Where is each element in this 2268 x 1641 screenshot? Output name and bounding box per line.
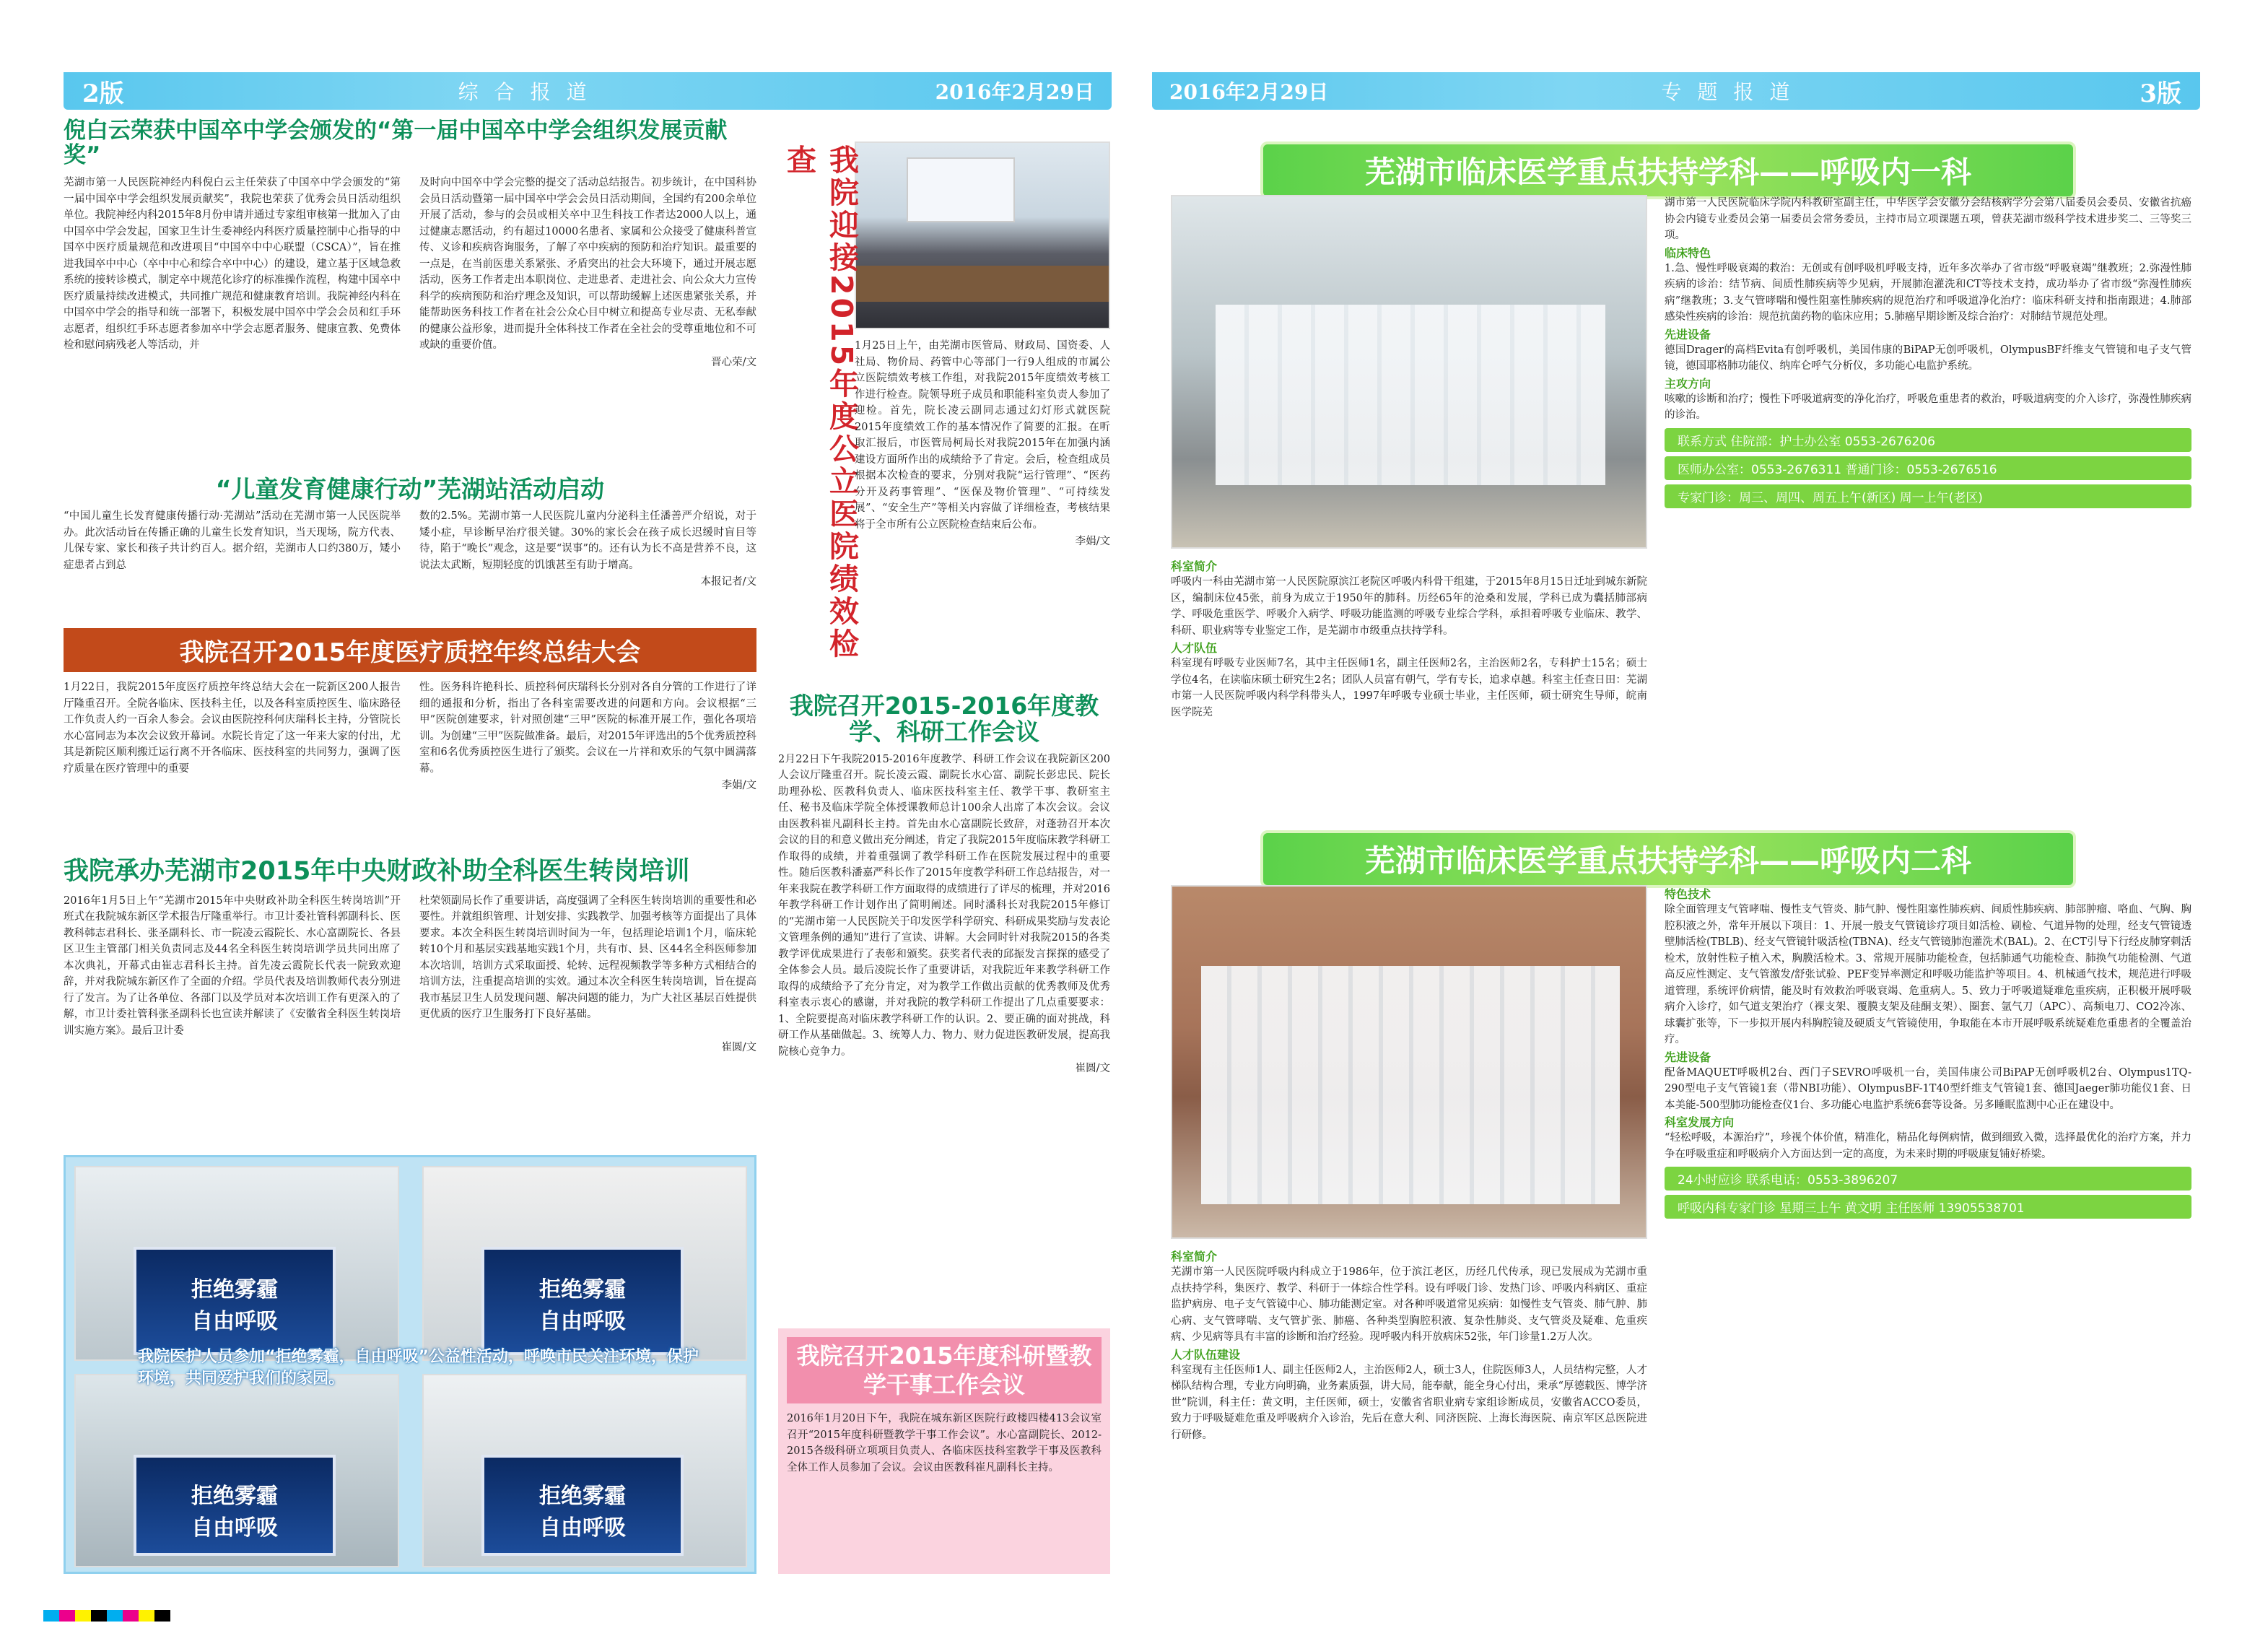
contact-bar: 医师办公室：0553-2676311 普通门诊：0553-2676516 (1665, 456, 2191, 480)
intro-heading: 科室简介 (1171, 1250, 1218, 1263)
article-title: 倪白云荣获中国卒中学会颁发的“第一届中国卒中学会组织发展贡献奖” (64, 118, 728, 169)
contact-bar: 呼吸内科专家门诊 星期三上午 黄文明 主任医师 13905538701 (1665, 1195, 2191, 1219)
direction-heading: 主攻方向 (1665, 376, 1711, 391)
feature-title: 芜湖市临床医学重点扶持学科——呼吸内二科 (1260, 830, 2076, 888)
photo-collage (64, 1155, 756, 1574)
article-inspection (855, 338, 1110, 548)
meeting-table (856, 266, 1109, 302)
protest-sign: 拒绝雾霾 自由呼吸 (481, 1247, 684, 1355)
features-heading: 临床特色 (1665, 245, 1711, 260)
team-photo-1 (1171, 195, 1647, 549)
projector-screen (907, 157, 1015, 222)
contact-bar: 24小时应诊 联系电话：0553-3896207 (1665, 1167, 2191, 1191)
team-photo-2 (1171, 885, 1647, 1239)
contact-bar: 专家门诊：周三、周四、周五上午(新区) 周一上午(老区) (1665, 484, 2191, 508)
team-heading: 人才队伍建设 (1171, 1347, 1241, 1362)
protest-sign: 拒绝雾霾 自由呼吸 (134, 1455, 336, 1556)
protest-sign: 拒绝雾霾 自由呼吸 (134, 1247, 336, 1355)
article-title: 我院承办芜湖市2015年中央财政补助全科医生转岗培训 (64, 857, 690, 886)
equip-heading: 先进设备 (1665, 1050, 1711, 1064)
staff-group (1216, 305, 1605, 485)
page-number: 2版 (82, 79, 124, 108)
feature-title: 芜湖市临床医学重点扶持学科——呼吸内一科 (1260, 142, 2076, 199)
intro-text: 芜湖市第一人民医院呼吸内科成立于1986年，位于滨江老区，历经几代传承，现已发展成为芜湖市重点扶持学科，集医疗、教学、科研于一体综合性学科。设有呼吸门诊、发热门诊、呼吸内科病区、重症监护病房、电子支气管镜中心、肺功能测定室。对各种呼吸道常见疾病：如慢性支气管炎、肺气肿、肺心病、支气管哮喘、支气管扩张、肺癌、各种类型胸腔积液、复杂性肺炎、支气管炎及疑难、危重疾病、少见病等具有丰富的诊断和治疗经验。现呼吸内科开放病床52张，年门诊量1.2万人次。 (1171, 1266, 1647, 1343)
intro-body: 呼吸内一科由芜湖市第一人民医院原滨江老院区呼吸内科骨干组建，于2015年8月15日迁址到城东新院区，编制床位45张，前身为成立于1950年的肺科。历经65年的沧桑和发展，学科已成为囊括肺部病学、呼吸危重医学、呼吸介入病学、呼吸功能监测的呼吸专业综合学科，承担着呼吸专业临床、教学、科研、职业病等专业鉴定工作，是芜湖市市级重点扶持学科。 (1171, 576, 1647, 637)
article-children (64, 476, 756, 588)
intro-text: 湖市第一人民医院临床学院内科教研室副主任，中华医学会安徽分会结核病学分会第八届委员会委员、安徽省抗癌协会内镜专业委员会第一届委员会常务委员，主持市局立项课题五项，曾获芜湖市级科学技术进步奖二、三等奖三项。 (1665, 197, 2191, 241)
article-body: 1月25日上午，由芜湖市医管局、财政局、国资委、人社局、物价局、药管中心等部门一行9人组成的市属公立医院绩效考核工作组，对我院2015年度绩效考核工作进行检查。院领导班子成员和职能科室负责人参加了迎检。首先，院长凌云副同志通过幻灯形式就医院2015年度绩效工作的基本情况作了简要的汇报。在听取汇报后，市医管局柯局长对我院2015年在加强内涵建设方面所作出的成绩给予了肯定。会后，检查组成员根据本次检查的要求，分别对我院“运行管理”、“医药分开及药事管理”、“医保及物价管理”、“可持续发展”、“安全生产”等相关内容做了详细检查，考核结果将于全市所有公立医院检查结束后公布。 (855, 340, 1110, 531)
section-title: 专题报道 (1661, 80, 1806, 104)
vertical-headline: 我院迎接2015年度公立医院绩效检查 (782, 144, 859, 661)
equip-heading: 先进设备 (1665, 327, 1711, 341)
direction-text: 咳嗽的诊断和治疗；慢性下呼吸道病变的净化治疗，呼吸危重患者的救治，呼吸道病变的介入诊疗，弥漫性肺疾病的诊治。 (1665, 393, 2191, 421)
feature1-right-col (1665, 195, 2191, 508)
article-col: 1月22日，我院2015年度医疗质控年终总结大会在一院新区200人报告厅隆重召开。全院各临床、医技科主任，以及各科室质控医生、临床路径工作负责人约一百余人参会。会议由医院控科何庆瑞科长主持，分管院长水心富同志为本次会议致开幕词。水院长肯定了这一年来大家的付出，尤其是新院区顺利搬迁运行离不开各临床、医技科室的共同努力，强调了医疗质量在医疗管理中的重要 (64, 682, 401, 775)
feature2-right-col (1665, 885, 2191, 1219)
photo-doctor-mask (422, 1166, 747, 1361)
feature1-left-col (1171, 557, 1647, 721)
tech-text: 除全面管理支气管哮喘、慢性支气管炎、肺气肿、慢性阻塞性肺疾病、间质性肺疾病、肺部肿瘤、咯血、气胸、胸腔积液之外，常年开展以下项目：1、开展一般支气管镜诊疗项目如活检、刷检、气道异物的处理，经支气管镜透壁肺活检(TBLB)、经支气管镜针吸活检(TBNA)、经支气管镜肺泡灌洗术(BAL)。2、在CT引导下行经皮肺穿刺活检术，放射性粒子植入术，胸膜活检术。3、常规开展肺功能检查，包括肺通气功能检查、肺换气功能检测、气道高反应性测定、支气管激发/舒张试验、PEF变异率测定和呼吸功能监护等项目。4、机械通气技术，规范进行呼吸道管理，系统评价病情，能及时有效救治呼吸衰竭、危重病人。5、致力于呼吸道疑难危重疾病，正积极开展呼吸病介入诊疗，如气道支架治疗（裸支架、覆膜支架及硅酮支架）、圈套、氩气刀（APC）、高频电刀、CO2冷冻、球囊扩张等，下一步拟开展内科胸腔镜及硬质支气管镜使用，争取能在本市开展呼吸系统疑难危重患者的全覆盖治疗。 (1665, 904, 2191, 1045)
color-registration-bar (43, 1610, 170, 1624)
equip-text: 德国Drager的高档Evita有创呼吸机，美国伟康的BiPAP无创呼吸机，OlympusBF纤维支气管镜和电子支气管镜，德国耶格肺功能仪、纳库仑呼气分析仪，多功能心电监护系统。 (1665, 344, 2191, 372)
team-text: 科室现有呼吸专业医师7名，其中主任医师1名，副主任医师2名，主治医师2名，专科护士15名；硕士学位4名，在读临床硕士研究生2名；团队人员富有朝气，学有专长，追求卓越。科室主任查日田：芜湖市第一人民医院呼吸内科学科带头人，1997年呼吸专业硕士毕业，主任医师，硕士研究生导师，皖南医学院芜 (1171, 658, 1647, 718)
feature2-left-col (1171, 1248, 1647, 1443)
page-header (64, 72, 1112, 110)
page-header (1152, 72, 2200, 110)
byline: 崔圆/文 (1075, 1063, 1110, 1075)
article-award (64, 118, 756, 369)
article-teaching (778, 693, 1110, 1075)
page-number: 3版 (2140, 79, 2181, 108)
photo-nurse-2 (74, 1374, 399, 1567)
article-title: “儿童发育健康行动”芜湖站活动启动 (215, 475, 605, 503)
article-col: 2016年1月5日上午“芜湖市2015年中央财政补助全科医生转岗培训”开班式在我院城东新区学术报告厅隆重举行。市卫计委社管科郭副科长、医教科韩志君科长、张圣副科长、市一院凌云霞院长、水心富副院长、各县区卫生主管部门相关负责同志及44名全科医生转岗培训学员共同出席了本次典礼，开幕式由崔志君科长主持。首先凌云霞院长代表一院致欢迎辞，并对我院城东新区作了全面的介绍。学员代表及培训教师代表分别进行了发言。为了让各单位、各部门以及学员对本次培训工作有更深入的了解，市卫计委社管科张圣副科长也宣读并解读了《安徽省全科医生转岗培训实施方案》。最后卫计委 (64, 895, 401, 1037)
team-heading: 人才队伍 (1171, 641, 1218, 655)
article-title: 我院召开2015年度科研暨教学干事工作会议 (787, 1337, 1102, 1403)
equip-text: 配备MAQUET呼吸机2台、西门子SEVRO呼吸机一台，美国伟康公司BiPAP无创呼吸机2台、Olympus1TQ-290型电子支气管镜1套（带NBI功能）、OlympusBF-1T40型纤维支气管镜1套、德国Jaeger肺功能仪1套、日本美能-500型肺功能检查仪1台、多功能心电监护系统6套等设备。另多睡眠监测中心正在建设中。 (1665, 1066, 2191, 1111)
article-col: 芜湖市第一人民医院神经内科倪白云主任荣获了中国卒中学会颁发的“第一届中国卒中学会组织发展贡献奖”，我院也荣获了优秀会员日活动组织单位。我院神经内科2015年8月份申请并通过专家组审核第一批加入了由中国卒中学会发起，国家卫生计生委神经内科医疗质量控制中心指导的中国卒中医疗质量规范和改进项目“中国卒中中心联盟（CSCA）”，旨在推进我国卒中中心（卒中中心和综合卒中中心）的建设，建立基于区域急救系统的接转诊模式，制定卒中规范化诊疗的标准操作流程，构建中国卒中医疗质量持续改进模式，共同推广规范和健康教育培训。我院神经内科在中国卒中学会的指导和统一部署下，积极发展中国卒中学会会员和红手环志愿者，组织红手环志愿者参加卒中学会志愿者服务、健康宣教、免费体检和慰问病残老人等活动，并 (64, 177, 401, 352)
features-text: 1.急、慢性呼吸衰竭的救治：无创或有创呼吸机呼吸支持，近年多次举办了省市级“呼吸衰竭”继教班；2.弥漫性肺疾病的诊治：结节病、间质性肺疾病等少见病，开展肺泡灌洗和CT等技术支持，成功举办了省市级“弥漫性肺疾病”继教班；3.支气管哮喘和慢性阻塞性肺疾病的规范治疗和呼吸道净化治疗：临床科研支持和指南跟进；4.肺部感染性疾病的诊治：规范抗菌药物的临床应用；5.肺癌早期诊断及综合治疗：对肺结节规范处理。 (1665, 262, 2191, 323)
article-col: 数的2.5%。芜湖市第一人民医院儿童内分泌科主任潘善严介绍说，对于矮小症，早诊断早治疗很关键。30%的家长会在孩子成长迟缓时盲目等待，陷于“晚长”观念，这是要“误事”的。还有认为长不高是营养不良，这说法太武断，短期轻度的饥饿甚至有助于增高。 (419, 510, 756, 571)
photo-nurse (74, 1166, 399, 1361)
section-title: 综合报道 (458, 80, 603, 104)
article-col: 性。医务科许艳科长、质控科何庆瑞科长分别对各自分管的工作进行了详细的通报和分析，指出了各科室需要改进的问题和方向。会议根据“三甲”医院创建要求，针对照创建“三甲”医院的标准开展工作，强化各项培训。为创建“三甲”医院做准备。最后，对2015年评选出的5个优秀质控科室和6名优秀质控医生进行了颁奖。会议在一片祥和欢乐的气氛中圆满落幕。 (419, 682, 756, 775)
article-body: 2016年1月20日下午，我院在城东新区医院行政楼四楼413会议室召开“2015年度科研暨教学干事工作会议”。水心富副院长、2012-2015各级科研立项项目负责人、各临床医技科室教学干事及医教科全体工作人员参加了会议。会议由医教科崔凡副科长主持。 (787, 1413, 1102, 1474)
meeting-photo (855, 142, 1110, 329)
issue-date: 2016年2月29日 (1169, 80, 1329, 104)
photo-caption: 我院医护人员参加“拒绝雾霾，自由呼吸”公益性活动，呼唤市民关注环境，保护环境，共同爱护我们的家园。 (138, 1348, 699, 1388)
tech-heading: 特色技术 (1665, 887, 1711, 901)
staff-group (1201, 966, 1620, 1204)
byline: 李娟/文 (1075, 536, 1110, 547)
protest-sign: 拒绝雾霾 自由呼吸 (481, 1455, 684, 1556)
article-col: 及时向中国卒中学会完整的提交了活动总结报告。初步统计，在中国科协会员日活动暨第一届中国卒中学会会员日活动期间，全国约有200余单位开展了活动，参与的会员或相关卒中卫生科技工作者达2000人以上，通过健康志愿活动，约有超过10000名患者、家属和公众接受了健康科普宣传、义诊和疾病咨询服务，了解了卒中疾病的预防和治疗知识。最重要的一点是，在当前医患关系紧张、矛盾突出的社会大环境下，通过开展志愿活动，医务工作者走出本职岗位、走进患者、走进社会、向公众大力宣传科学的疾病预防和治疗理念及知识，可以帮助缓解上述医患紧张关系，并能帮助医务科技工作者在社会公众心目中树立和提高专业尽责、无私奉献的健康公益形象，进而提升全体科技工作者在全社会的受尊重地位和不可或缺的重要价值。 (419, 177, 756, 352)
article-research-meeting (778, 1328, 1110, 1574)
goal-heading: 科室发展方向 (1665, 1115, 1735, 1129)
byline: 晋心荣/文 (711, 356, 756, 368)
issue-date: 2016年2月29日 (935, 80, 1094, 104)
page-3 (1152, 72, 2200, 1574)
article-col: “中国儿童生长发育健康传播行动·芜湖站”活动在芜湖市第一人民医院举办。此次活动旨在传播正确的儿童生长发育知识，当天现场，院方代表、儿保专家、家长和孩子共计约百人。据介绍，芜湖市人口约380万，矮小症患者占到总 (64, 510, 401, 571)
byline: 李娟/文 (721, 780, 756, 791)
photo-doctor (422, 1374, 747, 1567)
byline: 崔圆/文 (721, 1042, 756, 1053)
intro-heading: 科室简介 (1171, 560, 1218, 573)
article-col: 杜荣领副局长作了重要讲话，高度强调了全科医生转岗培训的重要性和必要性。并就组织管理、计划安排、实践教学、加强考核等方面提出了具体要求。本次全科医生转岗培训时间为一年，包括理论培训1个月，临床轮转10个月和基层实践基地实践1个月，共有市、县、区44名全科医师参加本次培训，培训方式采取面授、轮转、远程视频教学等多种方式相结合的培训方法，注重提高培训的实效。通过本次全科医生转岗培训，旨在提高我市基层卫生人员发现问题、解决问题的能力，为广大社区基层百姓提供更优质的医疗卫生服务打下良好基础。 (419, 895, 756, 1020)
contact-bar: 联系方式 住院部：护士办公室 0553-2676206 (1665, 428, 2191, 452)
article-title: 我院召开2015-2016年度教学、科研工作会议 (789, 692, 1099, 746)
byline: 本报记者/文 (700, 576, 756, 588)
article-title: 我院召开2015年度医疗质控年终总结大会 (64, 628, 756, 672)
article-training (64, 858, 756, 1054)
page-2 (64, 72, 1112, 1574)
article-quality (64, 628, 756, 792)
article-body: 2月22日下午我院2015-2016年度教学、科研工作会议在我院新区200人会议厅隆重召开。院长凌云霞、副院长水心富、副院长彭忠民、院长助理孙松、医教科负责人、临床医技科室主任、教学干事、教研室主任、秘书及临床学院全体授课教师总计100余人出席了本次会议。会议由医教科崔凡副科长主持。首先由水心富副院长致辞，对蓬勃召开本次会议的目的和意义做出充分阐述，肯定了我院2015年度临床教学科研工作取得的成绩，并着重强调了教学科研工作在医院发展过程中的重要性。随后医教科潘嘉严科长作了2015年度教学科研工作总结报告，对一年来我院在教学科研工作方面取得的成绩进行了详尽的梳理，并对2016年教学科研工作计划作出了简明阐述。同时潘科长对我院2015年修订的“芜湖市第一人民医院关于印发医学科学研究、科研成果奖励与发表论文管理条例的通知”进行了宣读、讲解。大会同时针对我院2015的各类教学评优成果进行了表彰和颁奖。获奖者代表的邱振发言探探的感受了全体参会人员。最后凌院长作了重要讲话，对我院近年来教学科研工作取得的成绩给予了充分肯定，对为教学工作做出贡献的优秀教师及优秀科室表示衷心的感谢，并对我院的教学科研工作提出了几点重要要求：1、全院要提高对临床教学科研工作的认识。2、要正确的面对挑战，科研工作从基础做起。3、统筹人力、物力、财力促进医教研发展，提高我院核心竞争力。 (778, 753, 1110, 1058)
team-text: 科室现有主任医师1人、副主任医师2人，主治医师2人，硕士3人，住院医师3人，人员结构完整，人才梯队结构合理，专业方向明确，业务素质强，讲大局，能奉献，能全身心付出，秉承“厚德载医、博学济世”院训，科主任：黄文明，主任医师，硕士，安徽省省职业病专家组诊断成员，安徽省ACCO委员，致力于呼吸疑难危重及呼吸病介入诊治，先后在意大利、同济医院、上海长海医院、南京军区总医院进行研修。 (1171, 1364, 1647, 1441)
goal-text: “轻松呼吸，本源治疗”，珍视个体价值，精准化，精品化每例病情，做到细致入微，选择最优化的治疗方案，并力争在呼吸重症和呼吸病介入方面达到一定的高度，为未来时期的呼吸康复铺好桥梁。 (1665, 1132, 2191, 1160)
